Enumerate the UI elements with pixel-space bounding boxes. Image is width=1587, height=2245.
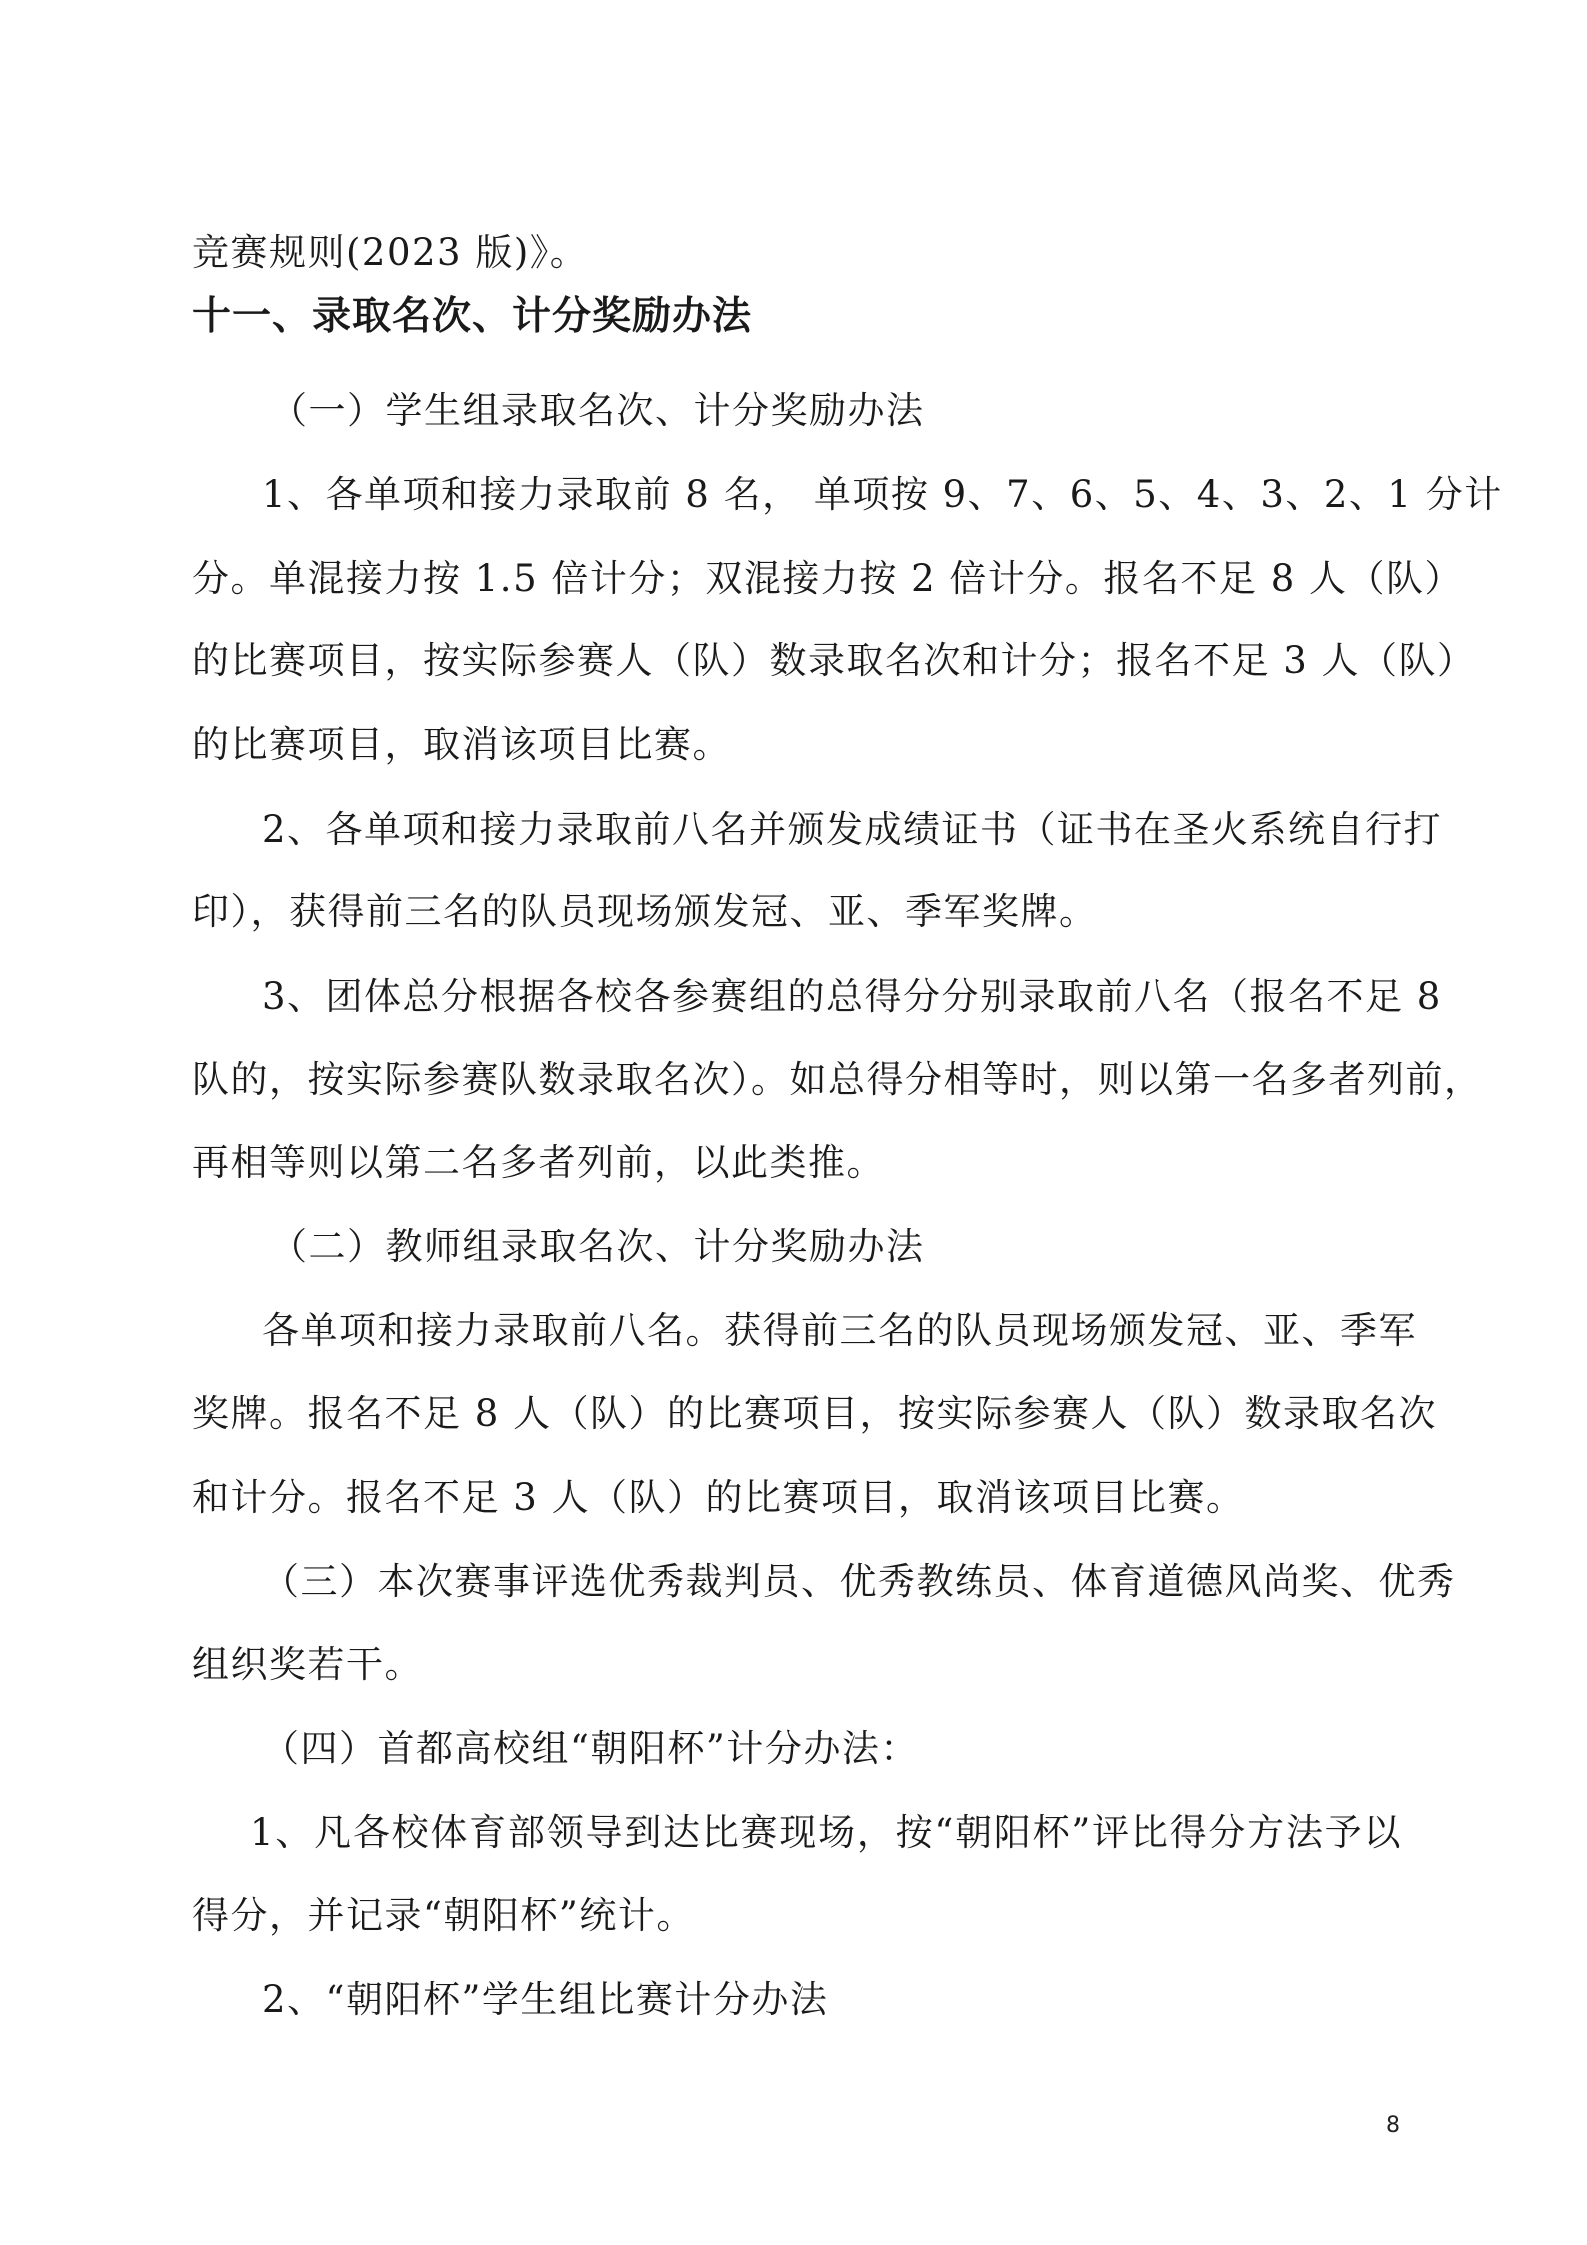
- subsection-heading-chaoyang: （四）首都高校组“朝阳杯”计分办法：: [262, 1727, 919, 1770]
- paragraph-line: 奖牌。报名不足 8 人（队）的比赛项目，按实际参赛人（队）数录取名次: [192, 1392, 1438, 1435]
- paragraph-line: 3、团体总分根据各校各参赛组的总得分分别录取前八名（报名不足 8: [262, 975, 1442, 1018]
- paragraph-line: （三）本次赛事评选优秀裁判员、优秀教练员、体育道德风尚奖、优秀: [262, 1560, 1456, 1603]
- paragraph-line: 队的，按实际参赛队数录取名次）。如总得分相等时，则以第一名多者列前，: [192, 1058, 1483, 1101]
- paragraph-line: 和计分。报名不足 3 人（队）的比赛项目，取消该项目比赛。: [192, 1476, 1245, 1519]
- page-number: 8: [1386, 2113, 1400, 2138]
- subsection-heading-teacher: （二）教师组录取名次、计分奖励办法: [270, 1225, 925, 1268]
- paragraph-line: 的比赛项目，按实际参赛人（队）数录取名次和计分；报名不足 3 人（队）: [192, 639, 1476, 682]
- paragraph-line: 2、“朝阳杯”学生组比赛计分办法: [262, 1978, 829, 2021]
- paragraph-line: 分。单混接力按 1.5 倍计分；双混接力按 2 倍计分。报名不足 8 人（队）: [192, 557, 1463, 600]
- subsection-heading-student: （一）学生组录取名次、计分奖励办法: [270, 389, 925, 432]
- paragraph-line: 组织奖若干。: [192, 1643, 423, 1686]
- paragraph-line: 再相等则以第二名多者列前，以此类推。: [192, 1141, 885, 1184]
- paragraph-line: 1、各单项和接力录取前 8 名， 单项按 9、7、6、5、4、3、2、1 分计: [262, 473, 1503, 516]
- paragraph-line: 的比赛项目，取消该项目比赛。: [192, 723, 731, 766]
- continuation-text: 竞赛规则(2023 版)》。: [192, 231, 589, 274]
- paragraph-line: 1、凡各校体育部领导到达比赛现场，按“朝阳杯”评比得分方法予以: [250, 1811, 1402, 1854]
- paragraph-line: 得分，并记录“朝阳杯”统计。: [192, 1894, 695, 1937]
- section-heading: 十一、录取名次、计分奖励办法: [192, 294, 753, 339]
- paragraph-line: 各单项和接力录取前八名。获得前三名的队员现场颁发冠、亚、季军: [262, 1309, 1417, 1352]
- paragraph-line: 印），获得前三名的队员现场颁发冠、亚、季军奖牌。: [192, 890, 1098, 933]
- paragraph-line: 2、各单项和接力录取前八名并颁发成绩证书（证书在圣火系统自行打: [262, 808, 1443, 851]
